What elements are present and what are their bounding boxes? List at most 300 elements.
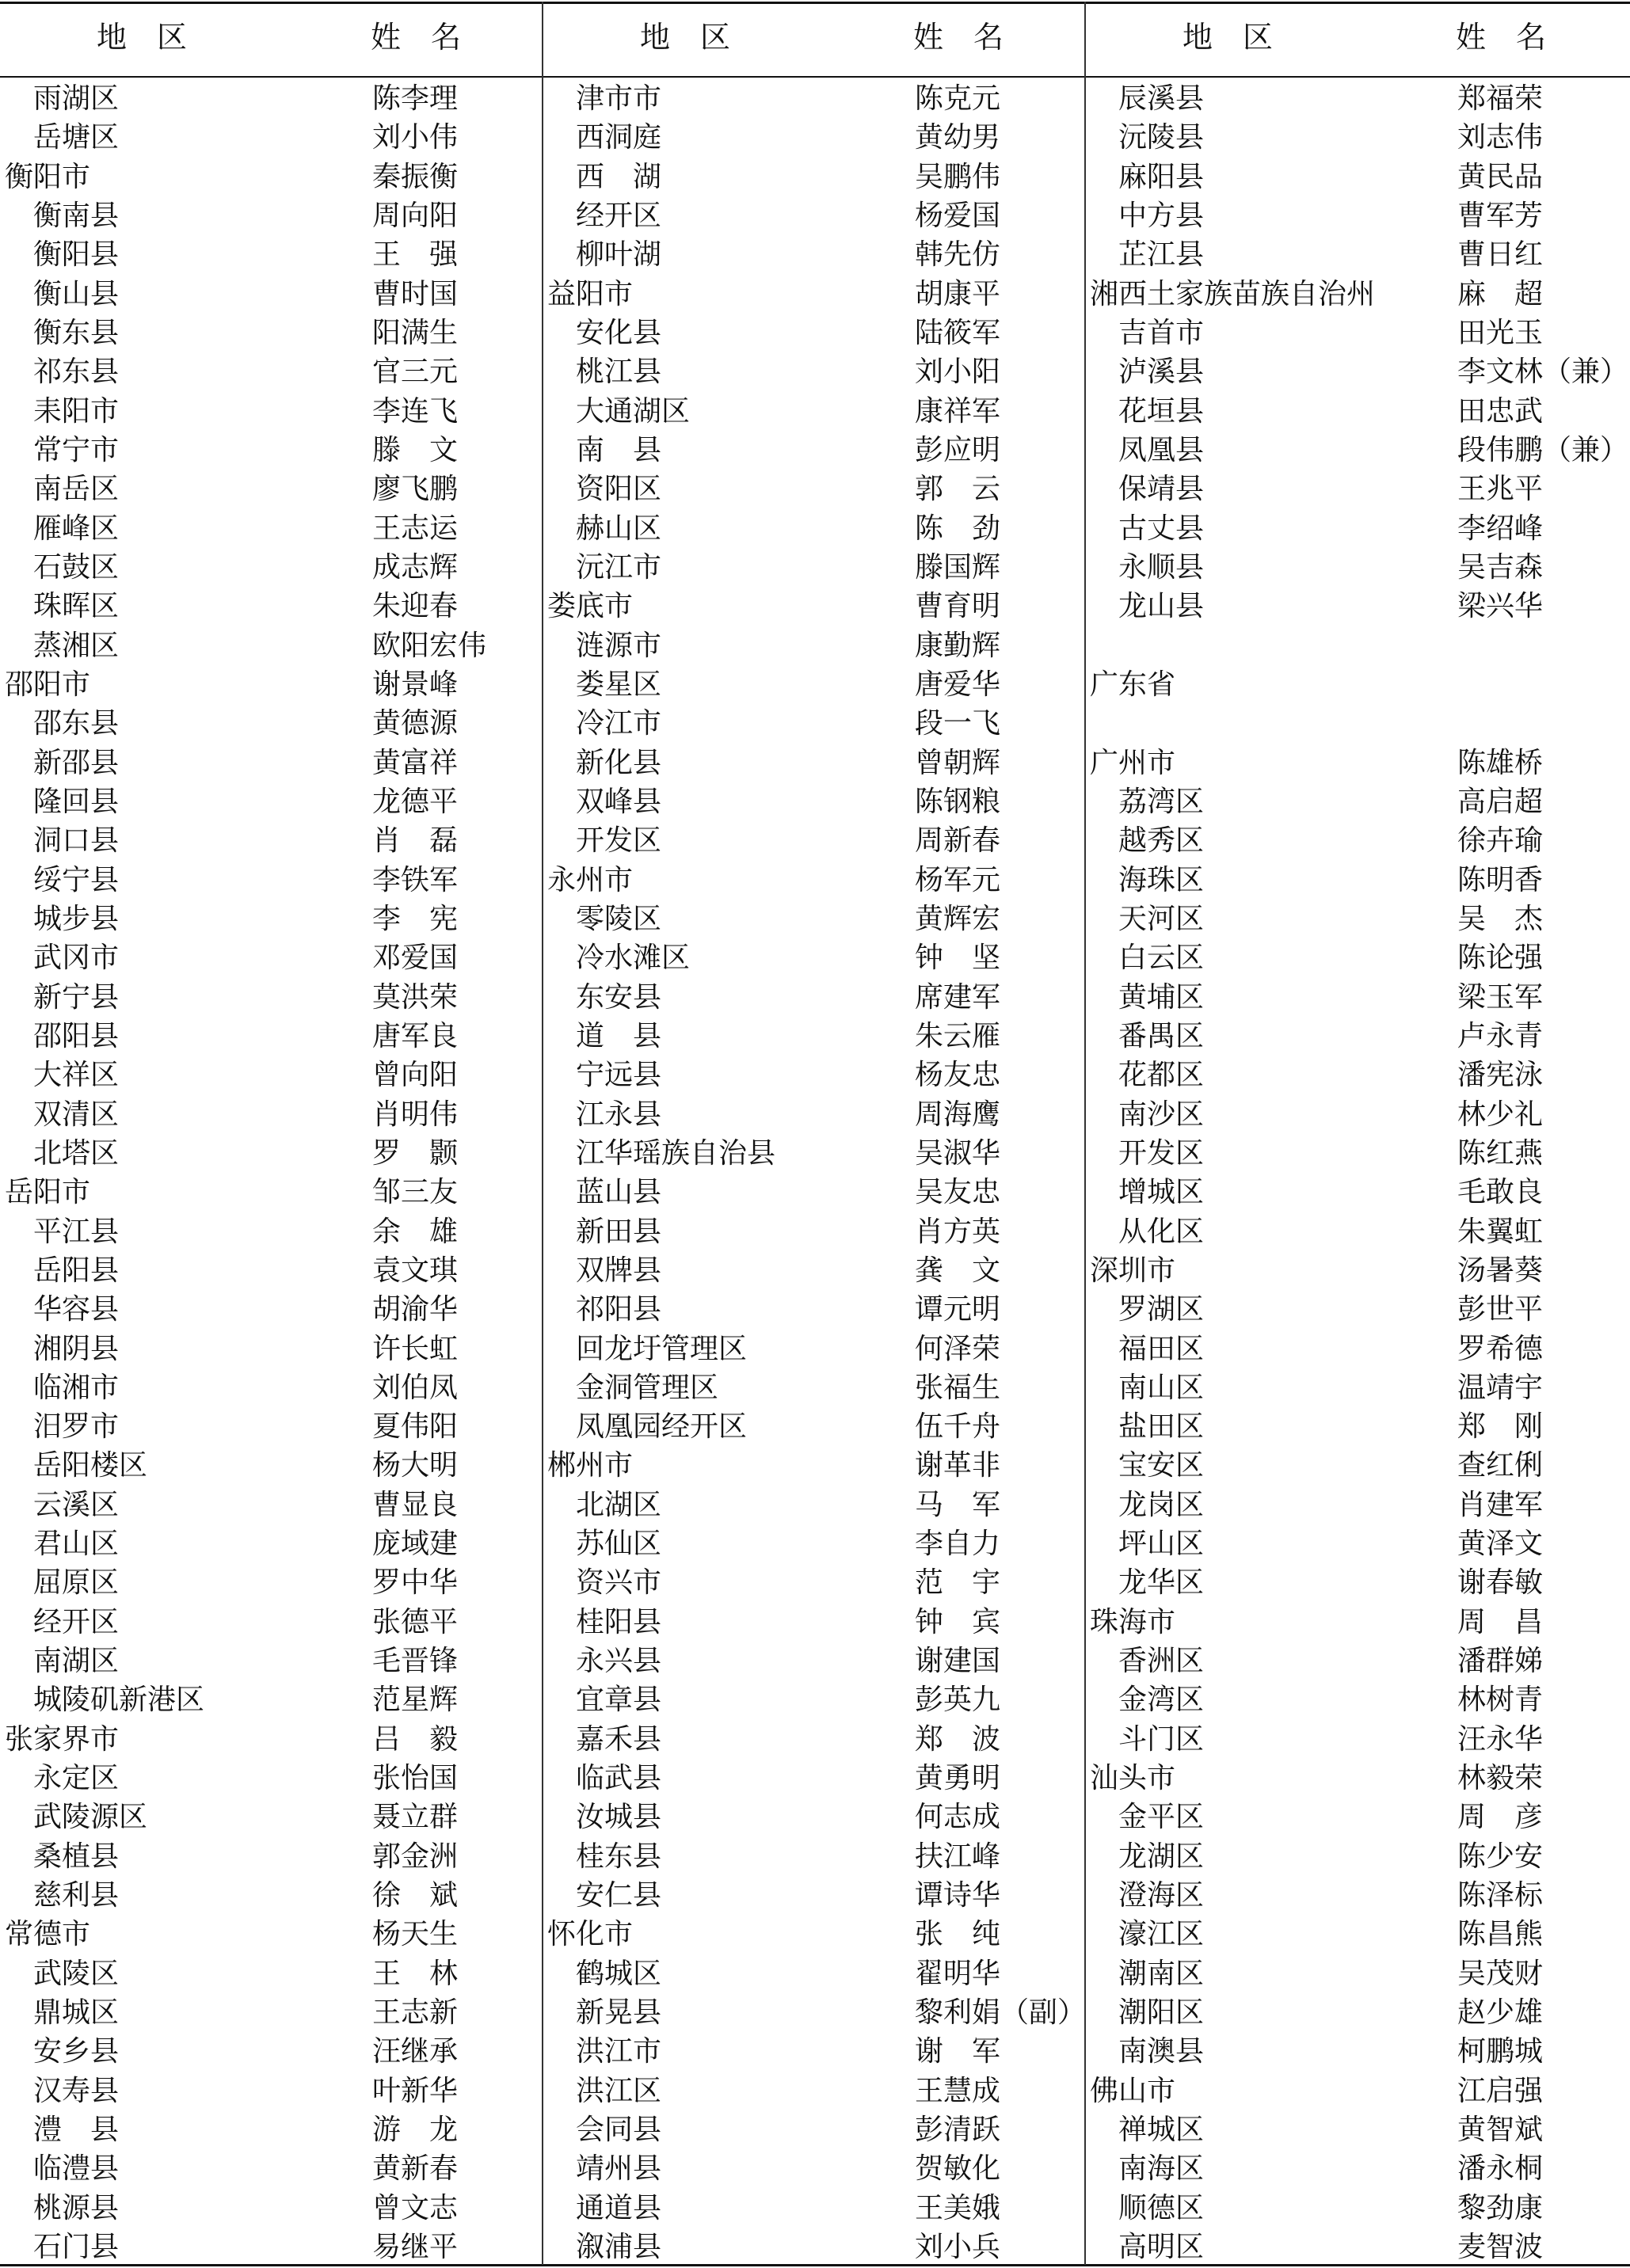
name-cell: 陈论强 bbox=[1457, 942, 1544, 975]
region-cell: 东安县 bbox=[576, 980, 662, 1014]
directory-row bbox=[547, 509, 1080, 548]
directory-row bbox=[547, 665, 1080, 704]
name-cell: 李连飞 bbox=[372, 394, 459, 428]
name-cell: 官三元 bbox=[372, 356, 459, 389]
region-cell: 桃江县 bbox=[576, 356, 662, 389]
region-cell: 南岳区 bbox=[33, 473, 120, 506]
region-cell: 石门县 bbox=[33, 2231, 120, 2264]
directory-row bbox=[5, 1173, 537, 1212]
region-cell: 桃源县 bbox=[33, 2191, 120, 2224]
directory-row bbox=[1090, 392, 1625, 431]
region-cell: 广州市 bbox=[1090, 746, 1176, 779]
name-cell: 黄智斌 bbox=[1457, 2114, 1544, 2147]
region-cell: 古丈县 bbox=[1118, 512, 1205, 545]
directory-row bbox=[1090, 1759, 1625, 1798]
region-cell: 江永县 bbox=[576, 1098, 662, 1131]
region-cell: 零陵区 bbox=[576, 902, 662, 935]
name-cell: 卢永青 bbox=[1457, 1019, 1544, 1052]
region-cell: 益阳市 bbox=[547, 277, 634, 310]
directory-row bbox=[547, 1603, 1080, 1642]
name-cell: 易继平 bbox=[372, 2231, 459, 2264]
region-cell: 金洞管理区 bbox=[576, 1371, 719, 1404]
name-cell: 林树青 bbox=[1457, 1684, 1544, 1717]
name-cell: 郭金洲 bbox=[372, 1840, 459, 1873]
directory-row bbox=[5, 1330, 537, 1368]
name-cell: 麦智波 bbox=[1457, 2231, 1544, 2264]
name-cell: 林少礼 bbox=[1457, 1098, 1544, 1131]
region-cell: 龙岗区 bbox=[1118, 1488, 1205, 1521]
name-cell: 赵少雄 bbox=[1457, 1996, 1544, 2030]
directory-row bbox=[5, 1603, 537, 1642]
directory-row bbox=[547, 1486, 1080, 1524]
name-cell: 彭清跃 bbox=[915, 2114, 1001, 2147]
directory-row bbox=[547, 1798, 1080, 1836]
region-cell: 武陵区 bbox=[33, 1957, 120, 1990]
directory-row bbox=[1090, 1954, 1625, 1993]
region-cell: 经开区 bbox=[33, 1605, 120, 1638]
region-cell: 柳叶湖 bbox=[576, 238, 662, 272]
directory-row bbox=[1090, 704, 1625, 743]
directory-row bbox=[5, 314, 537, 352]
directory-row bbox=[1090, 665, 1625, 704]
directory-row bbox=[547, 1954, 1080, 1993]
region-cell: 潮阳区 bbox=[1118, 1996, 1205, 2030]
directory-row bbox=[5, 1017, 537, 1056]
directory-row bbox=[547, 2072, 1080, 2110]
name-cell: 陈昌熊 bbox=[1457, 1918, 1544, 1951]
directory-row bbox=[547, 1330, 1080, 1368]
name-cell: 滕 文 bbox=[372, 433, 459, 466]
region-cell: 新晃县 bbox=[576, 1996, 662, 2030]
region-cell: 会同县 bbox=[576, 2114, 662, 2147]
directory-row bbox=[1090, 1095, 1625, 1134]
directory-row bbox=[1090, 1407, 1625, 1446]
name-cell: 肖建军 bbox=[1457, 1488, 1544, 1521]
directory-row bbox=[1090, 1798, 1625, 1836]
directory-row bbox=[5, 118, 537, 157]
region-cell: 龙湖区 bbox=[1118, 1840, 1205, 1873]
region-cell: 金湾区 bbox=[1118, 1684, 1205, 1717]
top-rule bbox=[0, 2, 1630, 4]
region-cell: 南湖区 bbox=[33, 1645, 120, 1678]
name-cell: 段一飞 bbox=[915, 707, 1001, 740]
directory-row bbox=[547, 118, 1080, 157]
region-cell: 桂东县 bbox=[576, 1840, 662, 1873]
name-cell: 吴 杰 bbox=[1457, 902, 1544, 935]
directory-row bbox=[5, 861, 537, 900]
name-cell: 杨大明 bbox=[372, 1449, 459, 1482]
name-cell: 朱翼虹 bbox=[1457, 1215, 1544, 1248]
directory-row bbox=[547, 1915, 1080, 1954]
region-cell: 岳塘区 bbox=[33, 121, 120, 154]
region-cell: 禅城区 bbox=[1118, 2114, 1205, 2147]
region-cell: 南澳县 bbox=[1118, 2035, 1205, 2068]
directory-row bbox=[1090, 1446, 1625, 1485]
directory-row bbox=[547, 352, 1080, 391]
name-cell: 王兆平 bbox=[1457, 473, 1544, 506]
region-cell: 开发区 bbox=[576, 824, 662, 858]
directory-row bbox=[547, 1095, 1080, 1134]
directory-row bbox=[1090, 900, 1625, 938]
directory-row bbox=[1090, 1330, 1625, 1368]
name-cell: 庞域建 bbox=[372, 1528, 459, 1561]
region-cell: 雨湖区 bbox=[33, 82, 120, 115]
directory-row bbox=[5, 1212, 537, 1251]
region-cell: 溆浦县 bbox=[576, 2231, 662, 2264]
directory-row bbox=[5, 2072, 537, 2110]
region-cell: 常德市 bbox=[5, 1918, 91, 1951]
name-cell: 曾文志 bbox=[372, 2191, 459, 2224]
directory-row bbox=[1090, 821, 1625, 860]
region-cell: 城陵矶新港区 bbox=[33, 1684, 205, 1717]
directory-row bbox=[5, 2228, 537, 2266]
region-cell: 靖州县 bbox=[576, 2152, 662, 2186]
region-cell: 宁远县 bbox=[576, 1059, 662, 1092]
region-cell: 安化县 bbox=[576, 316, 662, 349]
directory-row bbox=[547, 938, 1080, 977]
name-cell: 王 林 bbox=[372, 1957, 459, 1990]
directory-row bbox=[5, 392, 537, 431]
region-cell: 新田县 bbox=[576, 1215, 662, 1248]
name-cell: 张福生 bbox=[915, 1371, 1001, 1404]
region-cell: 沅陵县 bbox=[1118, 121, 1205, 154]
directory-row bbox=[547, 1642, 1080, 1680]
directory-row bbox=[547, 821, 1080, 860]
region-cell: 金平区 bbox=[1118, 1801, 1205, 1834]
name-cell: 麻 超 bbox=[1457, 277, 1544, 310]
region-cell: 洪江区 bbox=[576, 2074, 662, 2107]
directory-row bbox=[5, 2032, 537, 2071]
directory-row bbox=[5, 665, 537, 704]
name-cell: 阳满生 bbox=[372, 316, 459, 349]
directory-row bbox=[1090, 1173, 1625, 1212]
directory-row bbox=[5, 275, 537, 314]
directory-row bbox=[5, 587, 537, 626]
directory-row bbox=[1090, 1212, 1625, 1251]
name-cell: 龙德平 bbox=[372, 785, 459, 818]
region-cell: 经开区 bbox=[576, 199, 662, 232]
directory-row bbox=[5, 704, 537, 743]
name-cell: 黄泽文 bbox=[1457, 1528, 1544, 1561]
region-cell: 冷江市 bbox=[576, 707, 662, 740]
directory-row bbox=[1090, 744, 1625, 782]
name-cell: 曾向阳 bbox=[372, 1059, 459, 1092]
region-cell: 隆回县 bbox=[33, 785, 120, 818]
directory-row bbox=[1090, 1993, 1625, 2032]
name-cell: 袁文琪 bbox=[372, 1254, 459, 1287]
directory-row bbox=[1090, 1876, 1625, 1915]
name-cell: 王志新 bbox=[372, 1996, 459, 2030]
name-cell: 陈泽标 bbox=[1457, 1879, 1544, 1912]
region-cell: 江华瑶族自治县 bbox=[576, 1136, 776, 1170]
region-cell: 邵阳市 bbox=[5, 668, 91, 701]
directory-row bbox=[547, 587, 1080, 626]
name-cell: 黄勇明 bbox=[915, 1762, 1001, 1795]
region-cell: 临澧县 bbox=[33, 2152, 120, 2186]
directory-row bbox=[547, 79, 1080, 118]
directory-row bbox=[5, 235, 537, 274]
directory-row bbox=[547, 1876, 1080, 1915]
name-cell: 范星辉 bbox=[372, 1684, 459, 1717]
directory-row bbox=[1090, 431, 1629, 470]
region-cell: 安仁县 bbox=[576, 1879, 662, 1912]
header-name-label: 姓 名 bbox=[1456, 20, 1547, 55]
directory-row bbox=[1090, 1524, 1625, 1563]
region-cell: 鼎城区 bbox=[33, 1996, 120, 2030]
directory-column bbox=[5, 79, 537, 2266]
region-cell: 张家界市 bbox=[5, 1722, 120, 1756]
name-cell: 黄辉宏 bbox=[915, 902, 1001, 935]
directory-row bbox=[1090, 118, 1625, 157]
directory-row bbox=[5, 2149, 537, 2188]
name-cell: 曹显良 bbox=[372, 1488, 459, 1521]
region-cell: 鹤城区 bbox=[576, 1957, 662, 1990]
name-cell: 曾朝辉 bbox=[915, 746, 1001, 779]
name-cell: 江启强 bbox=[1457, 2074, 1544, 2107]
directory-row bbox=[5, 626, 537, 665]
name-cell: 邹三友 bbox=[372, 1176, 459, 1209]
name-cell: 黄新春 bbox=[372, 2152, 459, 2186]
directory-row bbox=[547, 235, 1080, 274]
directory-row bbox=[5, 821, 537, 860]
name-cell: 郭 云 bbox=[915, 473, 1001, 506]
name-cell: 汪永华 bbox=[1457, 1722, 1544, 1756]
region-cell: 衡东县 bbox=[33, 316, 120, 349]
region-cell: 苏仙区 bbox=[576, 1528, 662, 1561]
name-cell: 莫洪荣 bbox=[372, 980, 459, 1014]
name-cell: 黄富祥 bbox=[372, 746, 459, 779]
name-cell: 罗中华 bbox=[372, 1566, 459, 1600]
name-cell: 曹军芳 bbox=[1457, 199, 1544, 232]
region-cell: 津市市 bbox=[576, 82, 662, 115]
directory-row bbox=[547, 1837, 1080, 1876]
region-cell: 开发区 bbox=[1118, 1136, 1205, 1170]
region-cell: 回龙圩管理区 bbox=[576, 1332, 748, 1365]
region-cell: 新宁县 bbox=[33, 980, 120, 1014]
directory-row bbox=[547, 1446, 1080, 1485]
directory-row bbox=[1090, 1290, 1625, 1329]
region-cell: 衡山县 bbox=[33, 277, 120, 310]
region-cell: 西 湖 bbox=[576, 160, 662, 193]
name-cell: 张德平 bbox=[372, 1605, 459, 1638]
name-cell: 黄幼男 bbox=[915, 121, 1001, 154]
region-cell: 从化区 bbox=[1118, 1215, 1205, 1248]
name-cell: 陈明香 bbox=[1457, 863, 1544, 896]
name-cell: 温靖宇 bbox=[1457, 1371, 1544, 1404]
name-cell: 钟 宾 bbox=[915, 1605, 1001, 1638]
directory-row bbox=[547, 470, 1080, 508]
name-cell: 黎利娟（副） bbox=[915, 1996, 1087, 2030]
name-cell: 秦振衡 bbox=[372, 160, 459, 193]
region-cell: 岳阳县 bbox=[33, 1254, 120, 1287]
region-cell: 岳阳楼区 bbox=[33, 1449, 148, 1482]
name-cell: 韩先仿 bbox=[915, 238, 1001, 272]
name-cell: 陈少安 bbox=[1457, 1840, 1544, 1873]
name-cell: 段伟鹏（兼） bbox=[1457, 433, 1629, 466]
name-cell: 高启超 bbox=[1457, 785, 1544, 818]
name-cell: 何志成 bbox=[915, 1801, 1001, 1834]
region-cell: 西洞庭 bbox=[576, 121, 662, 154]
directory-row bbox=[1090, 2228, 1625, 2266]
name-cell: 李自力 bbox=[915, 1528, 1001, 1561]
header-region-label: 地 区 bbox=[640, 20, 731, 55]
directory-row bbox=[547, 392, 1080, 431]
directory-row bbox=[547, 314, 1080, 352]
region-cell: 通道县 bbox=[576, 2191, 662, 2224]
directory-row bbox=[1090, 1563, 1625, 1602]
name-cell: 张怡国 bbox=[372, 1762, 459, 1795]
directory-row bbox=[1090, 196, 1625, 235]
name-cell: 陈克元 bbox=[915, 82, 1001, 115]
name-cell: 陈钢粮 bbox=[915, 785, 1001, 818]
directory-row bbox=[5, 1251, 537, 1290]
region-cell: 龙山县 bbox=[1118, 590, 1205, 623]
region-cell: 南沙区 bbox=[1118, 1098, 1205, 1131]
region-cell: 临湘市 bbox=[33, 1371, 120, 1404]
name-cell: 周海鹰 bbox=[915, 1098, 1001, 1131]
directory-row bbox=[1090, 1368, 1625, 1407]
region-cell: 澄海区 bbox=[1118, 1879, 1205, 1912]
region-cell: 濠江区 bbox=[1118, 1918, 1205, 1951]
region-cell: 南 县 bbox=[576, 433, 662, 466]
name-cell: 杨友忠 bbox=[915, 1059, 1001, 1092]
region-cell: 永兴县 bbox=[576, 1645, 662, 1678]
region-cell: 永州市 bbox=[547, 863, 634, 896]
name-cell: 龚 文 bbox=[915, 1254, 1001, 1287]
region-cell: 罗湖区 bbox=[1118, 1293, 1205, 1326]
directory-row bbox=[1090, 2032, 1625, 2071]
directory-row bbox=[547, 2189, 1080, 2228]
name-cell: 谢景峰 bbox=[372, 668, 459, 701]
region-cell: 潮南区 bbox=[1118, 1957, 1205, 1990]
directory-row bbox=[1090, 1486, 1625, 1524]
name-cell: 刘志伟 bbox=[1457, 121, 1544, 154]
region-cell: 慈利县 bbox=[33, 1879, 120, 1912]
region-cell: 祁东县 bbox=[33, 356, 120, 389]
region-cell: 麻阳县 bbox=[1118, 160, 1205, 193]
name-cell: 胡康平 bbox=[915, 277, 1001, 310]
name-cell: 田忠武 bbox=[1457, 394, 1544, 428]
name-cell: 潘宪泳 bbox=[1457, 1059, 1544, 1092]
directory-row bbox=[5, 1095, 537, 1134]
region-cell: 花垣县 bbox=[1118, 394, 1205, 428]
name-cell: 欧阳宏伟 bbox=[372, 629, 487, 662]
region-cell: 祁阳县 bbox=[576, 1293, 662, 1326]
directory-row bbox=[5, 2110, 537, 2149]
name-cell: 唐爱华 bbox=[915, 668, 1001, 701]
name-cell: 朱迎春 bbox=[372, 590, 459, 623]
region-cell: 邵东县 bbox=[33, 707, 120, 740]
name-cell: 陈雄桥 bbox=[1457, 746, 1544, 779]
name-cell: 吴鹏伟 bbox=[915, 160, 1001, 193]
region-cell: 花都区 bbox=[1118, 1059, 1205, 1092]
directory-row bbox=[1090, 314, 1625, 352]
region-cell: 郴州市 bbox=[547, 1449, 634, 1482]
region-cell: 资阳区 bbox=[576, 473, 662, 506]
region-cell: 耒阳市 bbox=[33, 394, 120, 428]
directory-row bbox=[547, 1993, 1087, 2032]
directory-row bbox=[5, 1524, 537, 1563]
region-cell: 双牌县 bbox=[576, 1254, 662, 1287]
column-divider bbox=[1084, 2, 1086, 2265]
name-cell: 吕 毅 bbox=[372, 1722, 459, 1756]
name-cell: 肖明伟 bbox=[372, 1098, 459, 1131]
region-cell: 广东省 bbox=[1090, 668, 1176, 701]
region-cell: 道 县 bbox=[576, 1019, 662, 1052]
directory-row bbox=[547, 2149, 1080, 2188]
directory-row bbox=[5, 1290, 537, 1329]
directory-row bbox=[1090, 1642, 1625, 1680]
name-cell: 伍千舟 bbox=[915, 1410, 1001, 1444]
name-cell: 彭应明 bbox=[915, 433, 1001, 466]
directory-row bbox=[1090, 782, 1625, 821]
directory-row bbox=[547, 431, 1080, 470]
name-cell: 李绍峰 bbox=[1457, 512, 1544, 545]
directory-row bbox=[547, 1524, 1080, 1563]
name-cell: 余 雄 bbox=[372, 1215, 459, 1248]
name-cell: 梁玉军 bbox=[1457, 980, 1544, 1014]
directory-row bbox=[1090, 1680, 1625, 1719]
name-cell: 何泽荣 bbox=[915, 1332, 1001, 1365]
name-cell: 王美娥 bbox=[915, 2191, 1001, 2224]
region-cell: 汨罗市 bbox=[33, 1410, 120, 1444]
region-cell: 永定区 bbox=[33, 1762, 120, 1795]
region-cell: 宝安区 bbox=[1118, 1449, 1205, 1482]
directory-row bbox=[1090, 626, 1625, 665]
column-divider bbox=[542, 2, 543, 2265]
name-cell: 刘小阳 bbox=[915, 356, 1001, 389]
directory-row bbox=[5, 1407, 537, 1446]
region-cell: 蒸湘区 bbox=[33, 629, 120, 662]
name-cell: 王 强 bbox=[372, 238, 459, 272]
name-cell: 周向阳 bbox=[372, 199, 459, 232]
directory-row bbox=[5, 1563, 537, 1602]
name-cell: 杨爱国 bbox=[915, 199, 1001, 232]
directory-row bbox=[547, 900, 1080, 938]
region-cell: 城步县 bbox=[33, 902, 120, 935]
region-cell: 珠海市 bbox=[1090, 1605, 1176, 1638]
name-cell: 王志运 bbox=[372, 512, 459, 545]
region-cell: 北湖区 bbox=[576, 1488, 662, 1521]
name-cell: 康祥军 bbox=[915, 394, 1001, 428]
region-cell: 石鼓区 bbox=[33, 550, 120, 584]
directory-row bbox=[547, 196, 1080, 235]
name-cell: 曹时国 bbox=[372, 277, 459, 310]
directory-row bbox=[5, 1680, 537, 1719]
name-cell: 肖方英 bbox=[915, 1215, 1001, 1248]
name-cell: 吴吉森 bbox=[1457, 550, 1544, 584]
directory-row bbox=[1090, 352, 1629, 391]
directory-row bbox=[5, 431, 537, 470]
region-cell: 洪江市 bbox=[576, 2035, 662, 2068]
name-cell: 谢革非 bbox=[915, 1449, 1001, 1482]
directory-row bbox=[547, 861, 1080, 900]
region-cell: 华容县 bbox=[33, 1293, 120, 1326]
name-cell: 周 昌 bbox=[1457, 1605, 1544, 1638]
directory-row bbox=[547, 1680, 1080, 1719]
name-cell: 曹日红 bbox=[1457, 238, 1544, 272]
directory-row bbox=[547, 1251, 1080, 1290]
region-cell: 盐田区 bbox=[1118, 1410, 1205, 1444]
name-cell: 陈 劲 bbox=[915, 512, 1001, 545]
region-cell: 佛山市 bbox=[1090, 2074, 1176, 2107]
region-cell: 临武县 bbox=[576, 1762, 662, 1795]
region-cell: 绥宁县 bbox=[33, 863, 120, 896]
region-cell: 增城区 bbox=[1118, 1176, 1205, 1209]
name-cell: 吴茂财 bbox=[1457, 1957, 1544, 1990]
name-cell: 罗希德 bbox=[1457, 1332, 1544, 1365]
directory-row bbox=[5, 1368, 537, 1407]
